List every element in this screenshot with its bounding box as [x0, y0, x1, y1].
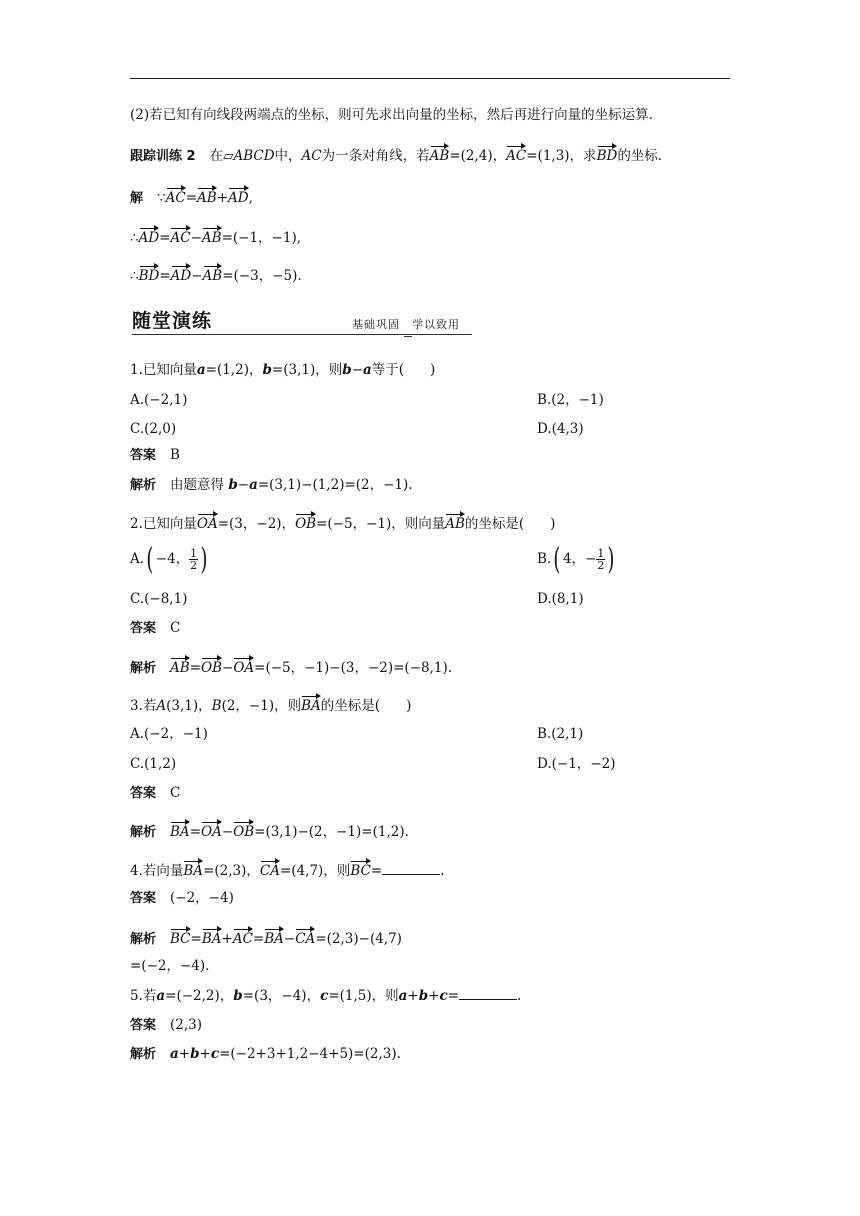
- vector-bd: BD: [597, 144, 618, 165]
- q4-analysis: 解析 BC=BA+AC=BA−CA=(2,3)−(4,7): [130, 927, 402, 949]
- q4-answer-blank: [382, 862, 440, 875]
- q1-options-row2: [130, 420, 584, 438]
- q2-analysis: 解析 AB=OB−OA=(−5，−1)−(3，−2)=(−8,1).: [130, 656, 452, 678]
- q3-answer: 答案 C: [130, 785, 181, 801]
- solution-label: 解: [130, 191, 144, 206]
- intro-note: (2)若已知有向线段两端点的坐标，则可先求出向量的坐标，然后再进行向量的坐标运算.: [130, 107, 653, 123]
- q2-stem: 2.已知向量OA=(3，−2)，OB=(−5，−1)，则向量AB的坐标是( ): [130, 512, 555, 533]
- q1-analysis: 解析 由题意得 b−a=(3,1)−(1,2)=(2，−1).: [130, 477, 413, 493]
- q1-option-d: D.(4,3): [537, 421, 584, 437]
- solution-line-3: ∴BD=AD−AB=(−3，−5).: [130, 264, 302, 285]
- q4-analysis-line2: =(−2，−4).: [130, 958, 210, 974]
- practice-label: 跟踪训练 2: [130, 149, 196, 164]
- section-rule-notch: [404, 330, 412, 337]
- solution-line-2: ∴AD=AC−AB=(−1，−1),: [130, 226, 301, 247]
- q1-option-a: A.(−2,1): [130, 392, 188, 408]
- q3-options-row2: [130, 755, 616, 773]
- q1-answer: 答案 B: [130, 447, 180, 463]
- section-title: 随堂演练: [132, 310, 213, 332]
- q2-answer: 答案 C: [130, 620, 181, 636]
- section-rule: [132, 334, 472, 335]
- q1-stem: 1.已知向量a=(1,2)，b=(3,1)，则b−a等于( ): [130, 362, 436, 378]
- q1-option-b: B.(2，−1): [537, 392, 604, 408]
- q3-option-d: D.(−1，−2): [537, 756, 616, 772]
- q3-option-a: A.(−2，−1): [130, 726, 208, 742]
- practice-2: 跟踪训练 2 在▱ABCD中，AC为一条对角线，若AB=(2,4)，AC=(1,3)，求BD的坐标.: [130, 144, 662, 166]
- vector-ab: AB: [430, 144, 450, 165]
- q2-option-d: D.(8,1): [537, 591, 584, 607]
- q5-analysis: 解析 a+b+c=(−2+3+1,2−4+5)=(2,3).: [130, 1046, 401, 1062]
- q5-answer-blank: [459, 987, 517, 1000]
- q2-option-c: C.(−8,1): [130, 591, 188, 607]
- q4-stem: 4.若向量BA=(2,3)，CA=(4,7)，则BC= .: [130, 859, 444, 880]
- q1-options-row1: [130, 391, 604, 409]
- q3-option-b: B.(2,1): [537, 726, 584, 742]
- q5-answer: 答案 (2,3): [130, 1017, 203, 1033]
- q3-analysis: 解析 BA=OA−OB=(3,1)−(2，−1)=(1,2).: [130, 820, 409, 842]
- q1-option-c: C.(2,0): [130, 421, 177, 437]
- q3-options-row1: [130, 725, 584, 743]
- q4-answer: 答案 (−2，−4): [130, 890, 234, 906]
- q2-option-a: A.( −4， $\frac{1}{2}$ ): [130, 541, 208, 577]
- solution-line-1: 解 ∵AC=AB+AD,: [130, 186, 253, 208]
- q3-option-c: C.(1,2): [130, 756, 177, 772]
- section-subtitle: 基础巩固 学以致用: [352, 318, 460, 331]
- q2-option-b: B.( 4，− $\frac{1}{2}$ ): [537, 541, 615, 577]
- q5-stem: 5.若a=(−2,2)，b=(3，−4)，c=(1,5)，则a+b+c= .: [130, 988, 522, 1004]
- header-rule: [130, 78, 730, 79]
- q2-options-row2: [130, 590, 584, 608]
- q3-stem: 3.若A(3,1)，B(2，−1)，则BA的坐标是( ): [130, 694, 411, 715]
- q2-options-row1: [130, 541, 615, 577]
- vector-ac: AC: [506, 144, 526, 165]
